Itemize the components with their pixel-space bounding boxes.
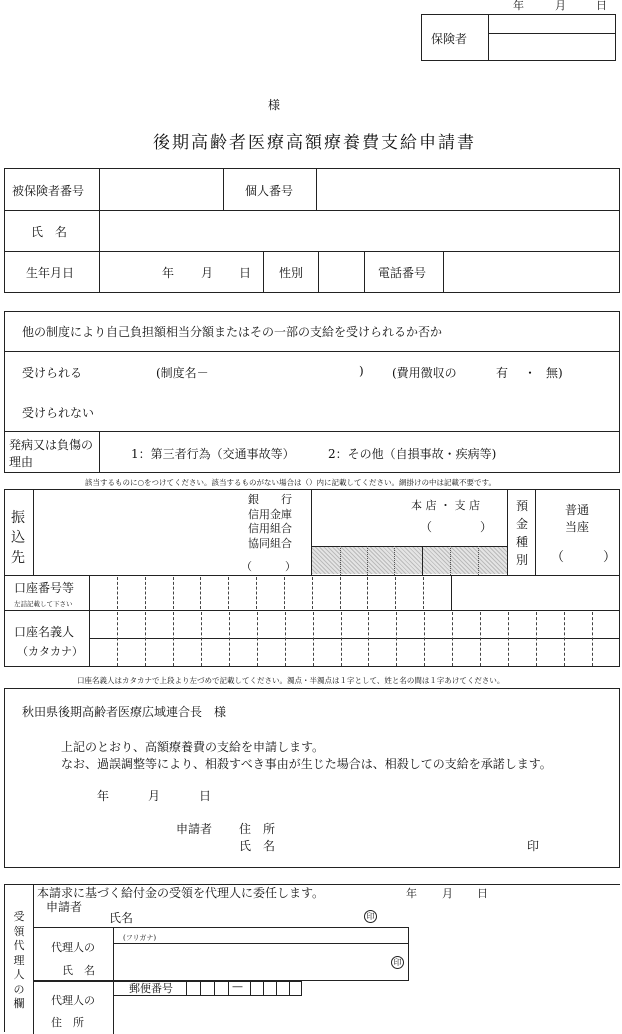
account-holder-cell-divider xyxy=(313,612,314,666)
bank-name-field[interactable] xyxy=(34,490,244,574)
account-number-cell-divider xyxy=(367,577,368,609)
fee-no-option[interactable]: 無) xyxy=(546,366,563,380)
proxy-applicant-label: 申請者 xyxy=(46,900,83,914)
deposit-char-3: 種 xyxy=(515,535,528,549)
deposit-current[interactable]: 当座 xyxy=(565,520,590,534)
salutation: 様 xyxy=(268,98,281,112)
cause-label-1: 発病又は負傷の xyxy=(9,438,94,452)
bank-type-paren: （ ） xyxy=(241,560,296,573)
account-holder-label: 口座名義人 xyxy=(14,625,75,639)
postal-dash: — xyxy=(232,980,243,993)
branch-code-cell-2 xyxy=(478,546,479,575)
birthdate-label: 生年月日 xyxy=(26,266,75,280)
birth-year: 年 xyxy=(162,266,175,280)
fee-collection-label: (費用徴収の xyxy=(392,366,457,380)
other-system-note: 該当するものに○をつけてください。該当するものがない場合は（）内に記載してください。網掛けの中は記載不要です。 xyxy=(85,478,496,487)
proxy-furigana-field[interactable] xyxy=(170,929,405,942)
branch-code-cell-1 xyxy=(450,546,451,575)
account-holder-cell-divider xyxy=(452,612,453,666)
account-holder-cell-divider xyxy=(480,612,481,666)
account-holder-cell-divider xyxy=(173,612,174,666)
branch-deposit-divider xyxy=(507,489,508,575)
applicant-name-field[interactable] xyxy=(290,835,520,855)
account-number-cell-divider xyxy=(228,577,229,609)
insured-sex-divider-l xyxy=(263,251,264,293)
transfer-label xyxy=(10,508,26,568)
applicant-label: 申請者 xyxy=(176,822,213,836)
form-title: 後期高齢者医療高額療養費支給申請書 xyxy=(153,133,476,153)
furigana-divider xyxy=(113,943,409,944)
proxy-name-field[interactable] xyxy=(115,945,385,979)
bank-type-kyodo[interactable]: 協同組合 xyxy=(248,536,292,550)
account-holder-cell-divider xyxy=(201,612,202,666)
proxy-char-3: 代 xyxy=(13,939,25,952)
account-number-cell-divider xyxy=(284,577,285,609)
account-holder-cell-divider xyxy=(368,612,369,666)
branch-types[interactable]: 本 店 ・ 支 店 xyxy=(411,499,480,512)
postal-code-field[interactable] xyxy=(187,982,301,995)
receivable-option[interactable]: 受けられる xyxy=(22,366,83,380)
account-number-cell-divider xyxy=(395,577,396,609)
proxy-name-label-1: 代理人の xyxy=(51,941,95,954)
proxy-address-field[interactable] xyxy=(115,998,615,1032)
applicant-seal: 印 xyxy=(527,839,540,853)
bank-type-bank[interactable]: 銀 行 xyxy=(248,493,292,506)
transfer-char-3: 先 xyxy=(11,550,25,566)
account-holder-cell-divider xyxy=(145,612,146,666)
account-holder-cell-divider xyxy=(229,612,230,666)
account-number-end xyxy=(451,575,452,610)
account-holder-cell-divider xyxy=(285,612,286,666)
account-holder-cell-divider xyxy=(117,612,118,666)
account-holder-field-2[interactable] xyxy=(90,639,619,666)
proxy-day: 日 xyxy=(477,887,488,900)
bank-type-options xyxy=(248,493,298,551)
fee-separator: ・ xyxy=(524,366,537,380)
application-day: 日 xyxy=(199,789,212,803)
cause-option-third-party[interactable]: 1：第三者行為（交通事故等） xyxy=(131,447,295,461)
other-system-question: 他の制度により自己負担額相当分額またはその一部の支給を受けられるか否か xyxy=(22,325,443,339)
application-year: 年 xyxy=(97,789,110,803)
insured-phone-divider-l xyxy=(364,251,365,293)
proxy-applicant-name-field[interactable] xyxy=(140,906,360,924)
birth-month: 月 xyxy=(201,266,214,280)
applicant-name-label: 氏 名 xyxy=(239,839,276,853)
name-label: 氏 名 xyxy=(31,225,68,239)
insurer-input[interactable] xyxy=(489,34,615,60)
deposit-label-divider xyxy=(535,489,536,575)
cause-option-other[interactable]: 2：その他（自損事故・疾病等) xyxy=(328,447,497,461)
account-number-cell-divider xyxy=(256,577,257,609)
account-holder-cell-divider xyxy=(536,612,537,666)
not-receivable-option[interactable]: 受けられない xyxy=(22,406,95,420)
deposit-ordinary[interactable]: 普通 xyxy=(565,503,590,517)
postal-label: 郵便番号 xyxy=(129,982,173,995)
name-field[interactable] xyxy=(100,211,619,250)
addressee: 秋田県後期高齢者医療広域連合長 様 xyxy=(22,705,227,719)
branch-paren: （ ） xyxy=(420,520,493,534)
phone-field[interactable] xyxy=(444,252,619,292)
proxy-address-label-2: 住 所 xyxy=(51,1016,84,1029)
insured-number-field[interactable] xyxy=(100,169,222,209)
header-day: 日 xyxy=(596,0,607,12)
cause-label-2: 理由 xyxy=(9,455,34,469)
account-holder-note: 口座名義人はカタカナで上段より左づめで記載してください。濁点・半濁点は１字として、姓と名の間は１字あけてください。 xyxy=(77,676,505,685)
bank-code-cell-3 xyxy=(394,546,395,575)
applicant-address-label: 住 所 xyxy=(239,822,276,836)
account-number-cell-divider xyxy=(200,577,201,609)
system-name-label: (制度名－ xyxy=(156,366,209,380)
branch-code-divider xyxy=(422,546,423,575)
account-holder-kana: （カタカナ） xyxy=(17,645,83,658)
account-number-cell-divider xyxy=(340,577,341,609)
account-holder-cell-divider xyxy=(592,612,593,666)
proxy-char-1: 受 xyxy=(13,910,25,923)
account-holder-cell-divider xyxy=(341,612,342,666)
account-number-note: 左詰記載して下さい xyxy=(14,600,73,608)
account-number-cell-divider xyxy=(312,577,313,609)
bank-code-cell-1 xyxy=(340,546,341,575)
personal-number-field[interactable] xyxy=(317,169,619,209)
proxy-applicant-seal: 印 xyxy=(364,910,377,923)
account-holder-cell-divider xyxy=(508,612,509,666)
proxy-name-label-2: 氏 名 xyxy=(62,964,95,977)
application-month: 月 xyxy=(148,789,161,803)
sex-field[interactable] xyxy=(319,252,363,292)
cause-col-divider xyxy=(99,431,100,473)
account-number-cell-divider xyxy=(145,577,146,609)
application-text-2: なお、過誤調整等により、相殺すべき事由が生じた場合は、相殺しての支給を承諾します。 xyxy=(61,757,552,771)
applicant-address-field[interactable] xyxy=(290,816,610,836)
account-holder-field-1[interactable] xyxy=(90,611,619,638)
deposit-char-2: 金 xyxy=(515,517,528,531)
proxy-section-label xyxy=(11,910,27,1012)
bank-type-shinkumi[interactable]: 信用組合 xyxy=(248,522,292,535)
account-number-cell-divider xyxy=(423,577,424,609)
transfer-char-1: 振 xyxy=(11,510,25,526)
insurer-label: 保険者 xyxy=(431,32,468,46)
sex-label: 性別 xyxy=(279,266,304,280)
deposit-paren: （ ） xyxy=(551,550,617,565)
header-year: 年 xyxy=(513,0,524,12)
phone-label: 電話番号 xyxy=(378,266,427,280)
header-month: 月 xyxy=(555,0,566,12)
furigana-label: (フリガナ) xyxy=(123,934,157,942)
transfer-char-2: 込 xyxy=(11,530,25,546)
account-holder-cell-divider xyxy=(396,612,397,666)
proxy-year: 年 xyxy=(406,887,417,900)
other-system-divider2 xyxy=(4,431,620,432)
application-text-1: 上記のとおり、高額療養費の支給を申請します。 xyxy=(61,740,325,754)
birth-day: 日 xyxy=(239,266,252,280)
other-system-divider1 xyxy=(4,351,620,352)
bank-type-shinkin[interactable]: 信用金庫 xyxy=(248,507,292,521)
insured-number-label: 被保険者番号 xyxy=(12,184,85,198)
deposit-char-4: 別 xyxy=(515,553,528,567)
account-holder-cell-divider xyxy=(424,612,425,666)
account-holder-cell-divider xyxy=(564,612,565,666)
proxy-char-2: 領 xyxy=(13,924,25,938)
fee-yes-option[interactable]: 有 xyxy=(496,366,509,380)
proxy-month: 月 xyxy=(442,887,453,900)
delegation-text: 本請求に基づく給付金の受領を代理人に委任します。 xyxy=(37,886,325,900)
proxy-char-4: 理 xyxy=(13,953,25,967)
account-holder-cell-divider xyxy=(257,612,258,666)
deposit-char-1: 預 xyxy=(515,499,528,513)
proxy-name-seal: 印 xyxy=(391,956,404,969)
proxy-applicant-name-label: 氏名 xyxy=(109,911,134,925)
insured-col2-divider xyxy=(223,168,224,210)
system-name-close: ) xyxy=(359,364,364,378)
proxy-char-5: 人 xyxy=(13,968,25,981)
bank-code-cell-2 xyxy=(367,546,368,575)
account-number-label: 口座番号等 xyxy=(14,581,75,595)
personal-number-label: 個人番号 xyxy=(245,184,294,198)
account-number-cell-divider xyxy=(117,577,118,609)
proxy-char-7: 欄 xyxy=(13,997,25,1010)
account-number-cell-divider xyxy=(173,577,174,609)
proxy-char-6: の xyxy=(13,982,25,996)
deposit-type-label xyxy=(514,497,530,569)
proxy-address-label-1: 代理人の xyxy=(51,994,95,1007)
